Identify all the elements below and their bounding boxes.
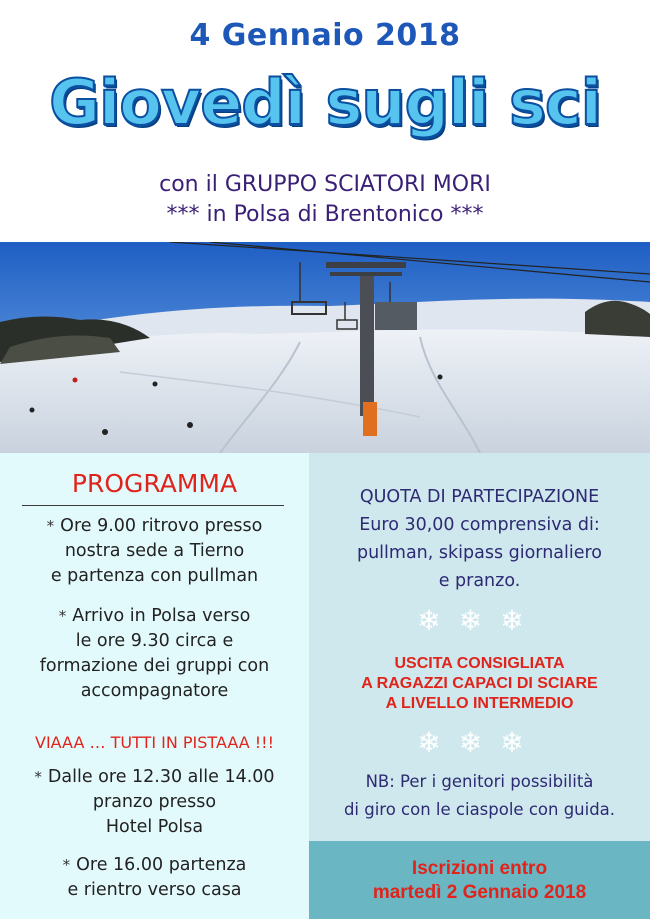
ski-slope-photo bbox=[0, 242, 650, 453]
bullet-star-icon: * bbox=[58, 607, 67, 625]
parents-note: NB: Per i genitori possibilità di giro con le ciaspole con guida. bbox=[343, 772, 616, 819]
deadline-text: Iscrizioni entro martedì 2 Gennaio 2018 bbox=[372, 858, 587, 903]
programma-divider bbox=[22, 505, 284, 506]
programma-shout: VIAAA … TUTTI IN PISTAAA !!! bbox=[35, 733, 274, 752]
programma-item: * Arrivo in Polsa verso le ore 9.30 circa e formazione dei gruppi con accompagnatore bbox=[39, 606, 270, 701]
ski-slope-illustration bbox=[0, 242, 650, 453]
quota-title: QUOTA DI PARTECIPAZIONE bbox=[359, 487, 600, 507]
bullet-star-icon: * bbox=[46, 517, 55, 535]
programma-title: PROGRAMMA bbox=[71, 469, 238, 498]
programma-item: * Ore 16.00 partenza e rientro verso casa bbox=[62, 855, 247, 900]
programma-item: * Ore 9.00 ritrovo presso nostra sede a Tierno e partenza con pullman bbox=[46, 516, 263, 586]
level-notice: USCITA CONSIGLIATA A RAGAZZI CAPACI DI SCIARE A LIVELLO INTERMEDIO bbox=[361, 655, 598, 712]
snowflake-icon: ❄❄❄ bbox=[417, 726, 542, 759]
bullet-star-icon: * bbox=[62, 856, 71, 874]
programma-item: * Dalle ore 12.30 alle 14.00 pranzo presso Hotel Polsa bbox=[34, 767, 275, 837]
location-line: *** in Polsa di Brentonico *** bbox=[166, 202, 484, 227]
event-date: 4 Gennaio 2018 bbox=[189, 18, 461, 53]
quota-block: QUOTA DI PARTECIPAZIONE Euro 30,00 comprensiva di: pullman, skipass giornaliero e pranzo. bbox=[309, 483, 650, 595]
bullet-star-icon: * bbox=[34, 768, 42, 786]
snowflake-icon: ❄❄❄ bbox=[417, 604, 542, 637]
event-headline: Giovedì sugli sci bbox=[49, 66, 601, 139]
organizer-line: con il GRUPPO SCIATORI MORI bbox=[159, 172, 491, 197]
